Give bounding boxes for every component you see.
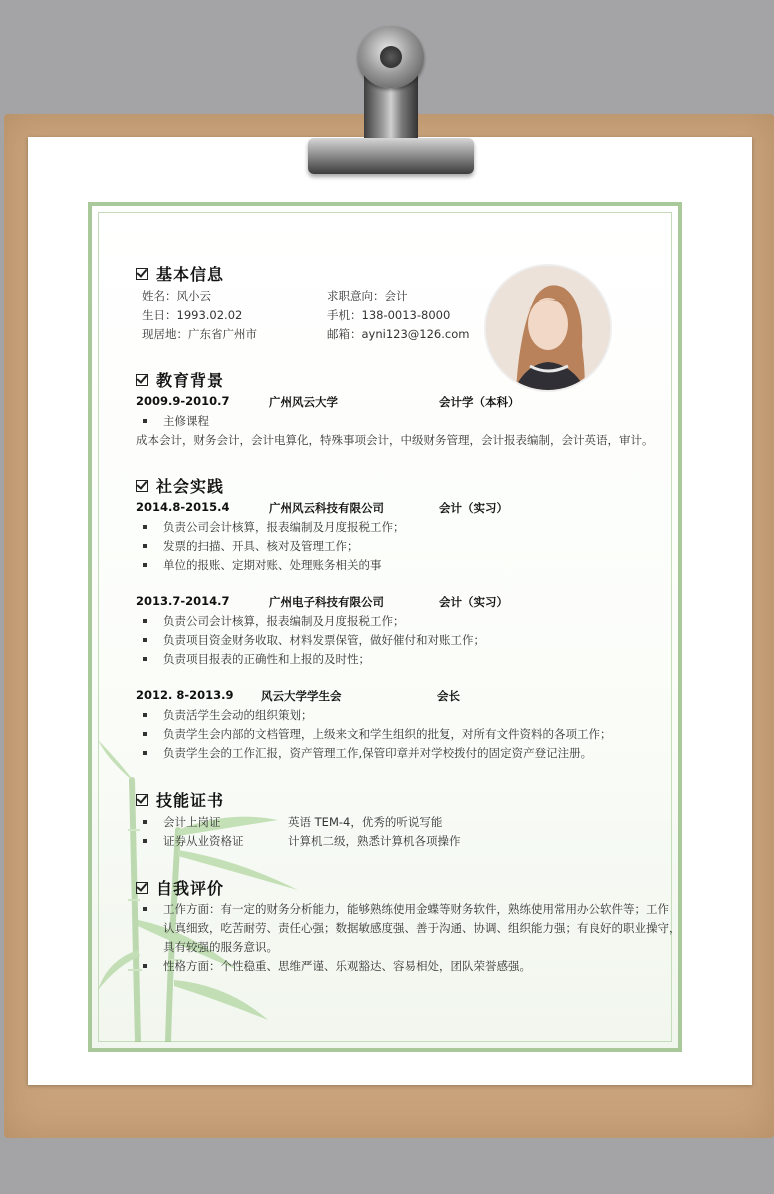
practice-period: 2012. 8-2013.9 — [136, 688, 234, 702]
residence-field: 现居地：广东省广州市 — [142, 327, 257, 341]
evaluation-work-line: 工作方面：有一定的财务分析能力，能够熟练使用金蝶等财务软件，熟练使用常用办公软件等；工作 — [163, 902, 669, 916]
section-title: 社会实践 — [156, 477, 225, 496]
practice-org: 广州电子科技有限公司 — [269, 595, 384, 609]
education-bullet: 主修课程 — [163, 414, 209, 428]
practice-org: 风云大学学生会 — [261, 689, 342, 703]
bullet-icon — [143, 619, 147, 623]
practice-org: 广州风云科技有限公司 — [269, 501, 384, 515]
bullet-icon — [143, 907, 147, 911]
skill-desc: 英语 TEM-4，优秀的听说写能 — [288, 815, 443, 829]
bullet-icon — [143, 713, 147, 717]
bullet-icon — [143, 657, 147, 661]
phone-field: 手机：138-0013-8000 — [327, 308, 451, 322]
evaluation-work-line: 具有较强的服务意识。 — [163, 940, 278, 954]
skill-desc: 计算机二级，熟悉计算机各项操作 — [288, 834, 461, 848]
checkbox-icon — [136, 480, 148, 492]
education-period: 2009.9-2010.7 — [136, 394, 230, 408]
section-basic-info — [136, 262, 224, 285]
bullet-icon — [143, 964, 147, 968]
email-field: 邮箱：ayni123@126.com — [327, 327, 470, 341]
section-title: 基本信息 — [156, 265, 225, 284]
bullet-icon — [143, 525, 147, 529]
bullet-icon — [143, 419, 147, 423]
skill-name: 证券从业资格证 — [163, 834, 244, 848]
section-evaluation — [136, 876, 224, 899]
section-education — [136, 368, 224, 391]
education-major: 会计学（本科） — [439, 395, 520, 409]
intent-field: 求职意向：会计 — [327, 289, 408, 303]
practice-item: 负责公司会计核算，报表编制及月度报税工作； — [163, 614, 405, 628]
practice-role: 会计（实习） — [439, 595, 508, 609]
practice-item: 负责项目资金财务收取、材料发票保管，做好催付和对账工作； — [163, 633, 485, 647]
section-title: 教育背景 — [156, 371, 225, 390]
skill-name: 会计上岗证 — [163, 815, 221, 829]
bullet-icon — [143, 820, 147, 824]
bullet-icon — [143, 839, 147, 843]
checkbox-icon — [136, 374, 148, 386]
practice-item: 发票的扫描、开具、核对及管理工作； — [163, 539, 359, 553]
checkbox-icon — [136, 268, 148, 280]
bullet-icon — [143, 638, 147, 642]
name-field: 姓名：风小云 — [142, 289, 211, 303]
section-practice — [136, 474, 224, 497]
practice-item: 负责公司会计核算，报表编制及月度报税工作； — [163, 520, 405, 534]
practice-role: 会计（实习） — [439, 501, 508, 515]
practice-item: 负责活学生会动的组织策划； — [163, 708, 313, 722]
section-skills — [136, 788, 224, 811]
checkbox-icon — [136, 794, 148, 806]
practice-role: 会长 — [437, 689, 460, 703]
bullet-icon — [143, 732, 147, 736]
practice-item: 单位的报账、定期对账、处理账务相关的事 — [163, 558, 382, 572]
practice-item: 负责项目报表的正确性和上报的及时性； — [163, 652, 370, 666]
practice-item: 负责学生会的工作汇报，资产管理工作,保管印章并对学校拨付的固定资产登记注册。 — [163, 746, 593, 760]
bullet-icon — [143, 544, 147, 548]
birthday-field: 生日：1993.02.02 — [142, 308, 243, 322]
evaluation-personality: 性格方面：个性稳重、思维严谨、乐观豁达、容易相处，团队荣誉感强。 — [163, 959, 531, 973]
education-courses: 成本会计，财务会计，会计电算化，特殊事项会计，中级财务管理，会计报表编制，会计英语，审计。 — [136, 433, 654, 447]
practice-period: 2014.8-2015.4 — [136, 500, 230, 514]
checkbox-icon — [136, 882, 148, 894]
bullet-icon — [143, 563, 147, 567]
evaluation-work-line: 认真细致，吃苦耐劳、责任心强；数据敏感度强、善于沟通、协调、组织能力强；有良好的职业操守， — [163, 921, 681, 935]
practice-period: 2013.7-2014.7 — [136, 594, 230, 608]
practice-item: 负责学生会内部的文档管理，上级来文和学生组织的批复，对所有文件资料的各项工作； — [163, 727, 612, 741]
section-title: 技能证书 — [156, 791, 225, 810]
education-school: 广州风云大学 — [269, 395, 338, 409]
bullet-icon — [143, 751, 147, 755]
section-title: 自我评价 — [156, 879, 225, 898]
